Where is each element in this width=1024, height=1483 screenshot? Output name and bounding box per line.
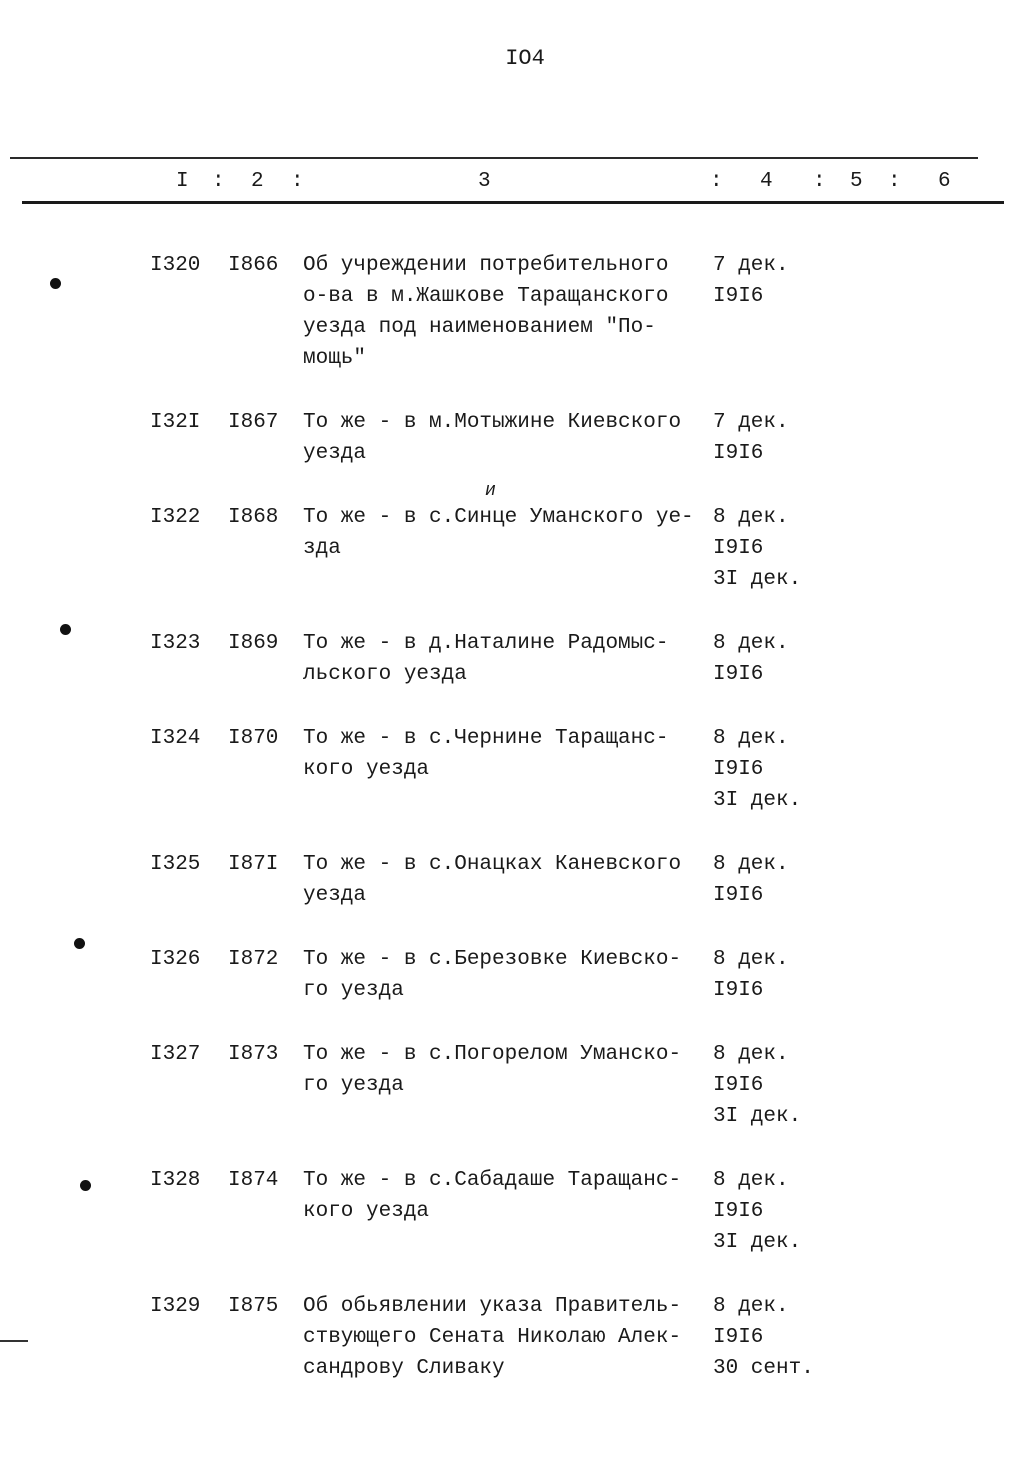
table-row (0, 849, 1024, 911)
header-col-5: 5 (850, 170, 863, 193)
row-number: I329 (150, 1295, 201, 1318)
binding-hole-mark (74, 938, 85, 949)
table-row (0, 944, 1024, 1006)
file-number: I866 (228, 254, 279, 277)
handwritten-insertion-mark: и (485, 481, 496, 501)
file-title: То же - в с.Синце Уманского уе- зда (303, 506, 694, 560)
file-dates: 7 дек. I9I6 (713, 254, 789, 308)
header-separator: : (710, 170, 723, 193)
table-row (0, 723, 1024, 816)
header-separator: : (291, 170, 304, 193)
file-dates: 8 дек. I9I6 3I дек. (713, 1169, 802, 1254)
header-separator: : (813, 170, 826, 193)
file-dates: 8 дек. I9I6 30 сент. (713, 1295, 814, 1380)
file-title: То же - в с.Онацках Каневского уезда (303, 853, 682, 907)
row-number: I322 (150, 506, 201, 529)
header-col-4: 4 (760, 170, 773, 193)
row-number: I326 (150, 948, 201, 971)
binding-hole-mark (80, 1180, 91, 1191)
row-number: I324 (150, 727, 201, 750)
header-col-2: 2 (251, 170, 264, 193)
file-number: I874 (228, 1169, 279, 1192)
table-row (0, 250, 1024, 374)
file-title: Об учреждении потребительного о-ва в м.Жашкове Таращанского уезда под наименованием "По- мощь" (303, 254, 669, 370)
file-dates: 8 дек. I9I6 (713, 853, 789, 907)
file-number: I873 (228, 1043, 279, 1066)
file-dates: 8 дек. I9I6 3I дек. (713, 1043, 802, 1128)
file-title: То же - в д.Наталине Радомыс- льского уезда (303, 632, 669, 686)
table-row (0, 481, 1024, 595)
edge-mark (0, 1340, 28, 1342)
file-number: I87I (228, 853, 279, 876)
file-dates: 7 дек. I9I6 (713, 411, 789, 465)
binding-hole-mark (50, 278, 61, 289)
file-title: То же - в с.Сабадаше Таращанс- кого уезда (303, 1169, 682, 1223)
table-row (0, 628, 1024, 690)
header-col-3: 3 (478, 170, 491, 193)
row-number: I328 (150, 1169, 201, 1192)
file-title: Об обьявлении указа Правитель- ствующего Сената Николаю Алек- сандрову Сливаку (303, 1295, 682, 1380)
file-dates: 8 дек. I9I6 3I дек. (713, 506, 802, 591)
row-number: I320 (150, 254, 201, 277)
file-number: I867 (228, 411, 279, 434)
row-number: I32I (150, 411, 201, 434)
row-number: I327 (150, 1043, 201, 1066)
row-number: I323 (150, 632, 201, 655)
file-number: I868 (228, 506, 279, 529)
file-number: I875 (228, 1295, 279, 1318)
file-number: I870 (228, 727, 279, 750)
header-separator: : (888, 170, 901, 193)
file-title: То же - в с.Березовке Киевско- го уезда (303, 948, 682, 1002)
header-top-rule (10, 157, 978, 159)
header-bottom-rule (22, 201, 1004, 204)
table-row (0, 1039, 1024, 1132)
binding-hole-mark (60, 624, 71, 635)
file-dates: 8 дек. I9I6 (713, 948, 789, 1002)
page-number: IO4 (505, 46, 545, 71)
file-title: То же - в с.Погорелом Уманско- го уезда (303, 1043, 682, 1097)
file-dates: 8 дек. I9I6 (713, 632, 789, 686)
table-header (0, 170, 1024, 198)
row-number: I325 (150, 853, 201, 876)
table-body (0, 250, 1024, 1384)
file-number: I872 (228, 948, 279, 971)
file-title: То же - в м.Мотыжине Киевского уезда (303, 411, 682, 465)
header-col-6: 6 (938, 170, 951, 193)
header-separator: : (212, 170, 225, 193)
file-title: То же - в с.Чернине Таращанс- кого уезда (303, 727, 669, 781)
table-row (0, 1291, 1024, 1384)
file-number: I869 (228, 632, 279, 655)
header-col-1: I (176, 170, 189, 193)
table-row (0, 1165, 1024, 1258)
table-row (0, 407, 1024, 469)
file-dates: 8 дек. I9I6 3I дек. (713, 727, 802, 812)
